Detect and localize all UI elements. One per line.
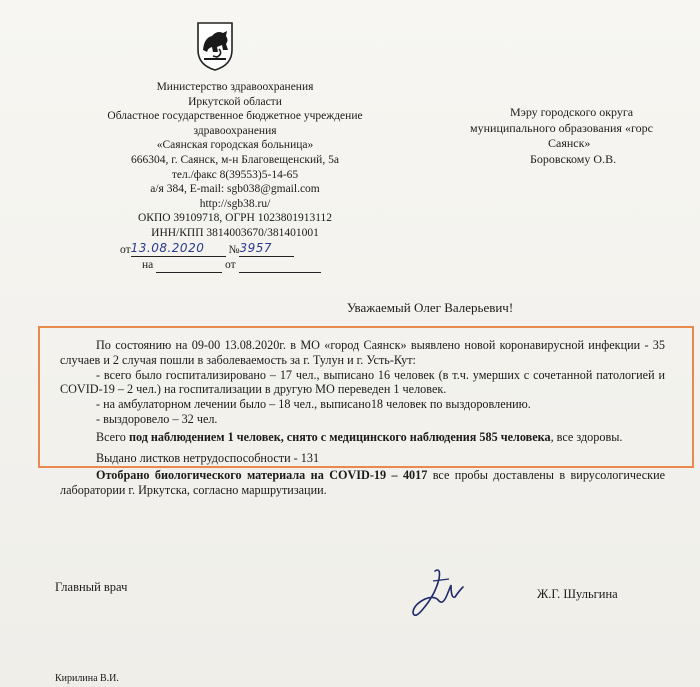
- recipient-block: [470, 105, 695, 167]
- samples-text-bold: Отобрано биологического материала на COVID-19 – 4017: [96, 468, 428, 483]
- sender-block: [70, 80, 400, 273]
- greeting: Уважаемый Олег Валерьевич!: [346, 300, 514, 315]
- samples-text: все пробы доставлены в вирусологические лаборатории г. Иркутска, согласно маршрутизации.: [60, 468, 666, 498]
- sender-ministry: Министерство здравоохранения: [156, 81, 314, 93]
- sender-okpo: ОКПО 39109718, ОГРН 1023801913112: [137, 212, 333, 225]
- recipient-line-1: Мэру городского округа: [510, 105, 634, 119]
- paragraph-hospitalized: - всего было госпитализировано – 17 чел., выписано 16 человек (в т.ч. умерших с сочетанной патологией и COVID-19 – 2 чел.) на госпитализации в другую МО переведен 1 человек.: [60, 367, 665, 397]
- executor-name: Кирилина В.И.: [55, 673, 119, 684]
- sender-institution-type: Областное государственное бюджетное учреждение: [107, 110, 363, 123]
- signatory-title: Главный врач: [55, 580, 128, 594]
- reference-from: от: [225, 259, 236, 272]
- sender-inn: ИНН/КПП 3814003670/381401001: [151, 226, 319, 239]
- sender-email: а/я 384, E-mail: sgb038@gmail.com: [150, 183, 320, 196]
- recipient-line-4: Боровскому О.В.: [530, 151, 617, 166]
- paragraph-recovered: - выздоровело – 32 чел.: [96, 411, 218, 426]
- paragraph-observation: [60, 430, 665, 445]
- handwritten-date: 13.08.2020: [130, 240, 205, 255]
- sender-address: 666304, г. Саянск, м-н Благовещенский, 5а: [131, 153, 339, 166]
- paragraph-outpatient: - на амбулаторном лечении было – 18 чел., выписано18 человек по выздоровлению.: [96, 397, 531, 412]
- observation-text-bold: под наблюдением 1 человек, снято с медицинского наблюдения 585 человека: [128, 429, 551, 444]
- paragraph-sick-leave: Выдано листков нетрудоспособности - 131: [96, 450, 320, 465]
- date-prefix: от: [120, 243, 131, 256]
- sender-site: http://sgb38.ru/: [199, 197, 271, 210]
- sender-region: Иркутской области: [188, 95, 282, 108]
- sender-institution-type-2: здравоохранения: [193, 124, 277, 137]
- reference-row: [70, 257, 400, 273]
- irkutsk-emblem-icon: [195, 20, 235, 72]
- paragraph-status: По состоянию на 09-00 13.08.2020г. в МО «город Саянск» выявлено новой коронавирусной инфекции - 35 случаев и 2 случая пошли в заболеваемость за г. Тулун и г. Усть-Кут:: [60, 338, 665, 367]
- letter-body: [60, 338, 665, 498]
- number-prefix: №: [228, 243, 240, 256]
- sender-phone: тел./факс 8(39553)5-14-65: [171, 168, 299, 181]
- outgoing-number-row: [70, 241, 400, 258]
- handwritten-number: 3957: [239, 240, 273, 255]
- observation-text-a: Всего: [96, 429, 129, 444]
- sender-institution-name: «Саянская городская больница»: [156, 139, 314, 152]
- recipient-line-3: Саянск»: [548, 136, 591, 150]
- handwritten-signature-icon: [405, 565, 475, 625]
- observation-text-b: , все здоровы.: [550, 429, 623, 444]
- signatory-name: Ж.Г. Шульгина: [537, 587, 618, 601]
- reference-prefix: на: [142, 259, 154, 272]
- paragraph-samples: [60, 468, 665, 498]
- recipient-line-2: муниципального образования «горс: [470, 120, 653, 135]
